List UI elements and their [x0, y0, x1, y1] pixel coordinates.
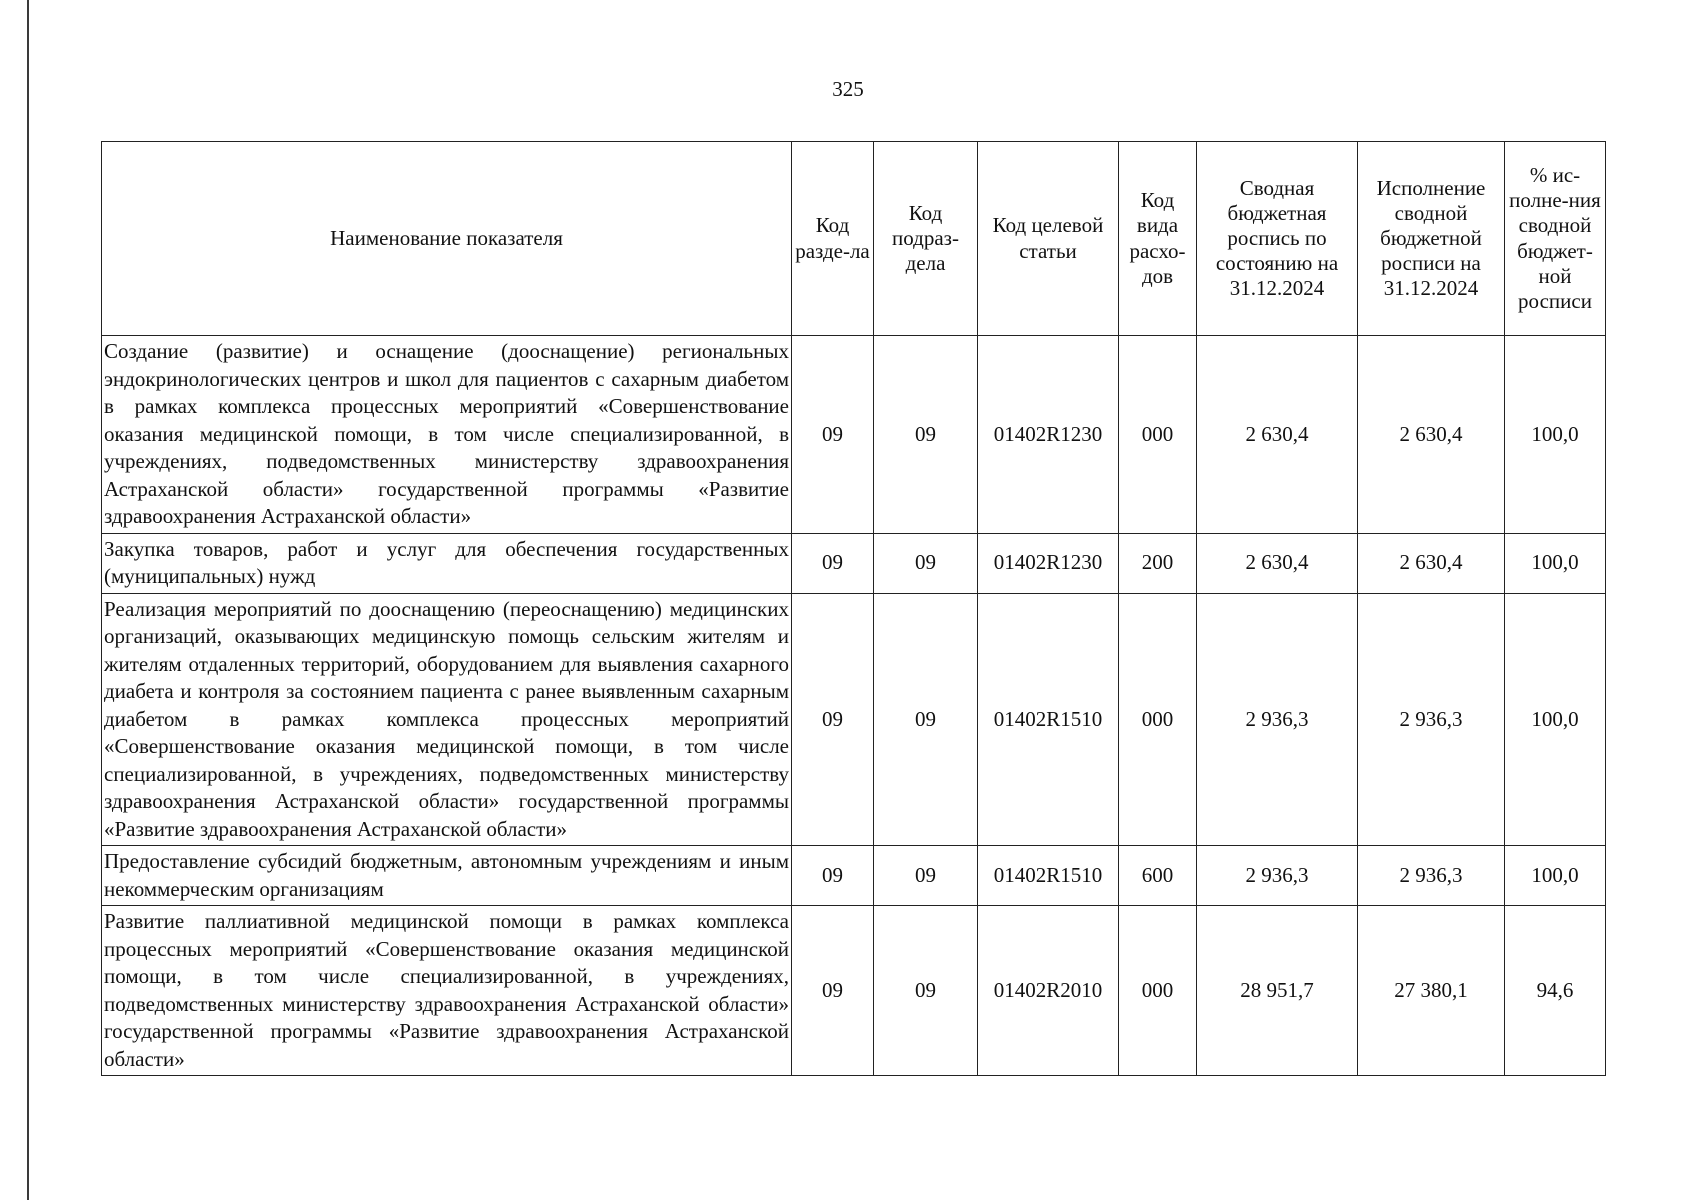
row-section-code: 09	[792, 593, 874, 846]
row-name: Закупка товаров, работ и услуг для обеспечения государственных (муниципальных) нужд	[102, 533, 792, 593]
header-subsection-code: Код подраз-дела	[874, 142, 978, 336]
row-target-code: 01402R1230	[978, 336, 1119, 534]
row-percent: 100,0	[1505, 533, 1606, 593]
row-execution: 2 936,3	[1358, 593, 1505, 846]
row-target-code: 01402R1510	[978, 593, 1119, 846]
row-plan: 2 936,3	[1197, 593, 1358, 846]
table-row	[102, 906, 1606, 1076]
budget-table	[101, 141, 1606, 1076]
header-expense-type-code: Код вида расхо-дов	[1119, 142, 1197, 336]
row-percent: 100,0	[1505, 336, 1606, 534]
row-target-code: 01402R1230	[978, 533, 1119, 593]
row-subsection-code: 09	[874, 593, 978, 846]
row-subsection-code: 09	[874, 533, 978, 593]
row-expense-type-code: 000	[1119, 593, 1197, 846]
page-number: 325	[832, 77, 864, 101]
row-subsection-code: 09	[874, 336, 978, 534]
table-header-row	[102, 142, 1606, 336]
row-subsection-code: 09	[874, 846, 978, 906]
table-row	[102, 846, 1606, 906]
row-plan: 2 630,4	[1197, 533, 1358, 593]
header-section-code: Код разде-ла	[792, 142, 874, 336]
row-section-code: 09	[792, 846, 874, 906]
header-percent: % ис-полне-ния сводной бюджет-ной росписи	[1505, 142, 1606, 336]
row-name: Предоставление субсидий бюджетным, автономным учреждениям и иным некоммерческим организациям	[102, 846, 792, 906]
row-expense-type-code: 200	[1119, 533, 1197, 593]
row-name: Создание (развитие) и оснащение (дооснащение) региональных эндокринологических центров и школ для пациентов с сахарным диабетом в рамках комплекса процессных мероприятий «Совершенствование оказания медицинской помощи, в том числе специализированной, в учреждениях, подведомственных министерству здравоохранения Астраханской области» государственной программы «Развитие здравоохранения Астраханской области»	[102, 336, 792, 534]
row-expense-type-code: 000	[1119, 336, 1197, 534]
row-target-code: 01402R2010	[978, 906, 1119, 1076]
table-row	[102, 593, 1606, 846]
row-expense-type-code: 000	[1119, 906, 1197, 1076]
row-execution: 2 936,3	[1358, 846, 1505, 906]
table-row	[102, 533, 1606, 593]
row-percent: 100,0	[1505, 846, 1606, 906]
row-section-code: 09	[792, 906, 874, 1076]
page-margin-line	[27, 0, 29, 1200]
row-percent: 100,0	[1505, 593, 1606, 846]
row-plan: 2 630,4	[1197, 336, 1358, 534]
row-target-code: 01402R1510	[978, 846, 1119, 906]
row-execution: 2 630,4	[1358, 336, 1505, 534]
header-name: Наименование показателя	[102, 142, 792, 336]
row-plan: 28 951,7	[1197, 906, 1358, 1076]
row-percent: 94,6	[1505, 906, 1606, 1076]
row-plan: 2 936,3	[1197, 846, 1358, 906]
row-section-code: 09	[792, 336, 874, 534]
header-target-code: Код целевой статьи	[978, 142, 1119, 336]
header-execution: Исполнение сводной бюджетной росписи на 31.12.2024	[1358, 142, 1505, 336]
row-name: Развитие паллиативной медицинской помощи в рамках комплекса процессных мероприятий «Совершенствование оказания медицинской помощи, в том числе специализированной, в учреждениях, подведомственных министерству здравоохранения Астраханской области» государственной программы «Развитие здравоохранения Астраханской области»	[102, 906, 792, 1076]
row-name: Реализация мероприятий по дооснащению (переоснащению) медицинских организаций, оказывающих медицинскую помощь сельским жителям и жителям отдаленных территорий, оборудованием для выявления сахарного диабета и контроля за состоянием пациента с ранее выявленным сахарным диабетом в рамках комплекса процессных мероприятий «Совершенствование оказания медицинской помощи, в том числе специализированной, в учреждениях, подведомственных министерству здравоохранения Астраханской области» государственной программы «Развитие здравоохранения Астраханской области»	[102, 593, 792, 846]
row-subsection-code: 09	[874, 906, 978, 1076]
header-plan: Сводная бюджетная роспись по состоянию на 31.12.2024	[1197, 142, 1358, 336]
row-execution: 2 630,4	[1358, 533, 1505, 593]
table-row	[102, 336, 1606, 534]
row-expense-type-code: 600	[1119, 846, 1197, 906]
row-execution: 27 380,1	[1358, 906, 1505, 1076]
row-section-code: 09	[792, 533, 874, 593]
